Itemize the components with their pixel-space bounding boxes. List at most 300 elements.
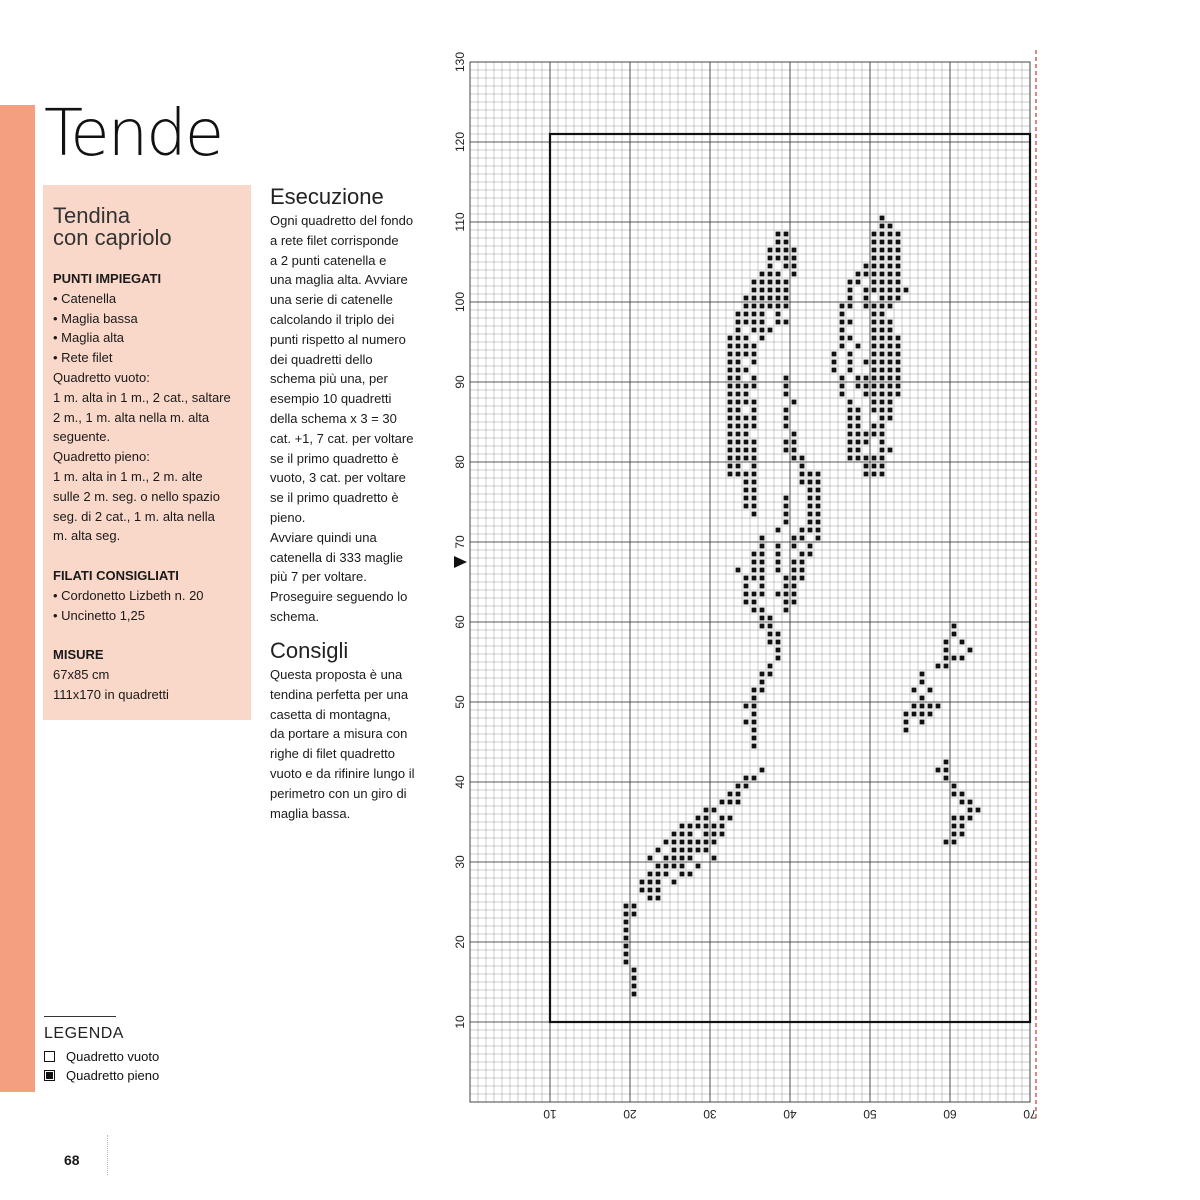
filled-cell <box>888 224 893 229</box>
vuoto-label: Quadretto vuoto: <box>53 369 150 385</box>
filled-cell <box>784 280 789 285</box>
filled-cell <box>888 368 893 373</box>
filled-cell <box>792 448 797 453</box>
filled-cell <box>896 248 901 253</box>
filled-cell <box>744 432 749 437</box>
filled-cell <box>888 304 893 309</box>
filled-cell <box>680 840 685 845</box>
filled-cell <box>864 272 869 277</box>
consigli-title: Consigli <box>270 638 349 663</box>
filled-cell <box>728 352 733 357</box>
filled-cell <box>672 848 677 853</box>
filled-cell <box>760 272 765 277</box>
filled-cell <box>880 256 885 261</box>
filled-cell <box>648 872 653 877</box>
filled-cell <box>728 800 733 805</box>
esecuzione-line: vuoto, 3 cat. per voltare <box>270 470 406 486</box>
project-title <box>53 205 172 249</box>
filled-cell <box>784 296 789 301</box>
filled-cell <box>712 808 717 813</box>
filled-cell <box>744 336 749 341</box>
filled-cell <box>736 392 741 397</box>
filled-cell <box>888 336 893 341</box>
filled-cell <box>752 488 757 493</box>
x-tick-label: 30 <box>703 1107 717 1121</box>
filled-cell <box>888 392 893 397</box>
filled-cell <box>784 304 789 309</box>
filled-cell <box>848 424 853 429</box>
pieno-line: seg. di 2 cat., 1 m. alta nella <box>53 508 215 524</box>
filled-cell <box>768 616 773 621</box>
filled-cell <box>760 560 765 565</box>
filled-cell <box>744 584 749 589</box>
filled-cell <box>848 432 853 437</box>
filled-cell <box>856 424 861 429</box>
filled-cell <box>744 296 749 301</box>
filled-cell <box>704 840 709 845</box>
filled-cell <box>888 416 893 421</box>
filled-cell <box>744 312 749 317</box>
filled-cell <box>784 320 789 325</box>
filled-cell <box>896 272 901 277</box>
filled-cell <box>664 856 669 861</box>
filled-cell <box>728 456 733 461</box>
filled-cell <box>880 312 885 317</box>
filled-cell <box>624 960 629 965</box>
filled-cell <box>752 304 757 309</box>
filled-cell <box>760 680 765 685</box>
filled-cell <box>704 832 709 837</box>
esecuzione-line: dei quadretti dello <box>270 351 373 367</box>
filled-cell <box>728 344 733 349</box>
empty-square-icon <box>44 1051 55 1062</box>
legend-divider <box>44 1016 116 1017</box>
consigli-text <box>270 665 435 823</box>
filled-cell <box>832 368 837 373</box>
filled-cell <box>952 784 957 789</box>
filled-cell <box>760 568 765 573</box>
filled-cell <box>688 856 693 861</box>
filled-cell <box>728 432 733 437</box>
filled-cell <box>856 432 861 437</box>
filled-cell <box>736 368 741 373</box>
filled-cell <box>768 296 773 301</box>
filled-cell <box>744 504 749 509</box>
filled-cell <box>776 592 781 597</box>
filled-cell <box>760 552 765 557</box>
filati-item: • Uncinetto 1,25 <box>53 607 145 623</box>
filled-cell <box>776 280 781 285</box>
filled-cell <box>776 232 781 237</box>
y-tick-label: 120 <box>453 131 467 153</box>
filled-cell <box>744 488 749 493</box>
filled-cell <box>880 384 885 389</box>
filled-cell <box>792 536 797 541</box>
filled-cell <box>888 352 893 357</box>
filled-cell <box>776 560 781 565</box>
filled-cell <box>952 832 957 837</box>
filled-cell <box>872 400 877 405</box>
filled-cell <box>752 280 757 285</box>
info-box-body <box>53 269 249 705</box>
filled-cell <box>816 488 821 493</box>
filled-cell <box>928 688 933 693</box>
filled-cell <box>800 552 805 557</box>
filled-cell <box>736 416 741 421</box>
filled-cell <box>952 632 957 637</box>
consigli-line: casetta di montagna, <box>270 706 391 722</box>
filled-cell <box>752 480 757 485</box>
filled-cell <box>776 648 781 653</box>
filled-cell <box>872 344 877 349</box>
filled-cell <box>848 360 853 365</box>
filled-cell <box>944 648 949 653</box>
filled-cell <box>768 256 773 261</box>
filled-cell <box>848 288 853 293</box>
filled-cell <box>792 456 797 461</box>
filled-cell <box>872 376 877 381</box>
filled-cell <box>888 328 893 333</box>
filled-cell <box>632 968 637 973</box>
filled-cell <box>696 824 701 829</box>
filled-cell <box>752 552 757 557</box>
filled-cell <box>880 448 885 453</box>
filled-cell <box>792 544 797 549</box>
filled-cell <box>752 408 757 413</box>
filled-cell <box>712 832 717 837</box>
filled-cell <box>736 424 741 429</box>
filled-cell <box>880 320 885 325</box>
filled-cell <box>752 472 757 477</box>
filled-cell <box>776 248 781 253</box>
filled-cell <box>672 880 677 885</box>
esecuzione-line: più 7 per voltare. <box>270 569 367 585</box>
esecuzione-line: schema. <box>270 608 320 624</box>
filled-cell <box>880 360 885 365</box>
filled-cell <box>752 352 757 357</box>
filled-cell <box>760 328 765 333</box>
filled-cell <box>728 392 733 397</box>
filled-cell <box>736 320 741 325</box>
consigli-line: perimetro con un giro di <box>270 785 407 801</box>
filet-chart <box>440 50 1050 1140</box>
filled-cell <box>784 496 789 501</box>
legend-title: LEGENDA <box>44 1025 124 1042</box>
filled-cell <box>768 624 773 629</box>
filled-cell <box>952 656 957 661</box>
filled-cell <box>744 600 749 605</box>
filled-cell <box>808 496 813 501</box>
filled-cell <box>880 440 885 445</box>
filled-cell <box>656 896 661 901</box>
filled-cell <box>904 728 909 733</box>
filled-cell <box>752 496 757 501</box>
filled-cell <box>776 568 781 573</box>
esecuzione-line: se il primo quadretto è <box>270 450 399 466</box>
filled-cell <box>728 376 733 381</box>
pieno-line: 1 m. alta in 1 m., 2 m. alte <box>53 468 203 484</box>
filled-cell <box>760 672 765 677</box>
filled-cell <box>896 384 901 389</box>
filled-cell <box>808 512 813 517</box>
filled-cell <box>664 864 669 869</box>
filled-cell <box>848 440 853 445</box>
filled-cell <box>912 688 917 693</box>
filled-cell <box>864 360 869 365</box>
filled-cell <box>672 840 677 845</box>
filled-cell <box>624 912 629 917</box>
filled-cell <box>816 536 821 541</box>
filled-cell <box>624 928 629 933</box>
filled-cell <box>744 304 749 309</box>
filled-cell <box>856 344 861 349</box>
filled-cell <box>880 392 885 397</box>
esecuzione-section <box>270 183 435 627</box>
esecuzione-line: calcolando il triplo dei <box>270 311 395 327</box>
x-tick-label: 40 <box>783 1107 797 1121</box>
filled-cell <box>816 472 821 477</box>
filled-cell <box>808 552 813 557</box>
filled-cell <box>880 400 885 405</box>
filled-cell <box>760 288 765 293</box>
page-number: 68 <box>64 1152 80 1168</box>
filled-cell <box>728 360 733 365</box>
filled-cell <box>880 240 885 245</box>
filled-cell <box>808 480 813 485</box>
filled-cell <box>744 592 749 597</box>
filled-cell <box>864 464 869 469</box>
filled-cell <box>952 824 957 829</box>
filled-cell <box>736 360 741 365</box>
esecuzione-line: catenella di 333 maglie <box>270 549 403 565</box>
filled-cell <box>760 536 765 541</box>
filled-cell <box>744 320 749 325</box>
filled-cell <box>728 424 733 429</box>
filled-cell <box>768 280 773 285</box>
filled-cell <box>792 248 797 253</box>
filled-cell <box>976 808 981 813</box>
filled-cell <box>736 312 741 317</box>
filled-cell <box>624 936 629 941</box>
legend-empty-row <box>44 1049 159 1064</box>
filled-cell <box>840 328 845 333</box>
filled-cell <box>936 768 941 773</box>
filled-cell <box>648 896 653 901</box>
filled-cell <box>752 288 757 293</box>
consigli-section <box>270 637 435 823</box>
filled-cell <box>744 448 749 453</box>
filled-cell <box>840 336 845 341</box>
filled-cell <box>816 496 821 501</box>
punti-item: • Catenella <box>53 290 117 306</box>
filled-cell <box>776 304 781 309</box>
filled-cell <box>656 864 661 869</box>
filled-cell <box>816 504 821 509</box>
filled-cell <box>744 368 749 373</box>
y-tick-label: 130 <box>453 51 467 73</box>
filled-cell <box>760 296 765 301</box>
filled-cell <box>784 256 789 261</box>
filled-cell <box>752 504 757 509</box>
filled-cell <box>800 464 805 469</box>
esecuzione-line: a 2 punti catenella e <box>270 252 387 268</box>
filled-cell <box>760 320 765 325</box>
filled-cell <box>680 856 685 861</box>
filled-cell <box>872 352 877 357</box>
filled-cell <box>920 696 925 701</box>
x-tick-label: 60 <box>943 1107 957 1121</box>
esecuzione-line: se il primo quadretto è <box>270 490 399 506</box>
filled-cell <box>760 768 765 773</box>
filled-cell <box>808 544 813 549</box>
filled-cell <box>792 256 797 261</box>
esecuzione-line: Avviare quindi una <box>270 529 377 545</box>
filled-cell <box>752 400 757 405</box>
filled-cell <box>624 904 629 909</box>
consigli-line: Questa proposta è una <box>270 667 403 682</box>
filled-cell <box>960 832 965 837</box>
filled-cell <box>864 304 869 309</box>
filled-cell <box>968 808 973 813</box>
filled-cell <box>896 256 901 261</box>
y-tick-label: 80 <box>453 455 467 469</box>
filled-cell <box>784 416 789 421</box>
filled-cell <box>656 848 661 853</box>
filled-cell <box>768 632 773 637</box>
filled-cell <box>800 536 805 541</box>
filled-cell <box>792 400 797 405</box>
filled-cell <box>672 856 677 861</box>
esecuzione-line: una serie di catenelle <box>270 292 393 308</box>
filled-cell <box>752 776 757 781</box>
filled-cell <box>768 264 773 269</box>
filled-cell <box>720 816 725 821</box>
filled-cell <box>928 712 933 717</box>
filled-cell <box>864 472 869 477</box>
filled-cell <box>872 360 877 365</box>
esecuzione-line: Ogni quadretto del fondo <box>270 213 414 228</box>
filled-cell <box>896 296 901 301</box>
pieno-line: m. alta seg. <box>53 528 121 544</box>
filled-cell <box>624 952 629 957</box>
side-accent-bar <box>0 105 35 1092</box>
filled-cell <box>728 400 733 405</box>
filled-cell <box>744 344 749 349</box>
filled-cell <box>872 248 877 253</box>
filled-cell <box>784 240 789 245</box>
filled-cell <box>872 312 877 317</box>
filled-cell <box>784 392 789 397</box>
filled-cell <box>728 384 733 389</box>
filled-cell <box>768 328 773 333</box>
filled-cell <box>752 312 757 317</box>
filled-cell <box>744 472 749 477</box>
filled-cell <box>880 456 885 461</box>
filled-cell <box>792 264 797 269</box>
filled-cell <box>776 256 781 261</box>
punti-item: • Maglia bassa <box>53 310 138 326</box>
filled-cell <box>952 624 957 629</box>
filled-cell <box>720 832 725 837</box>
filled-cell <box>848 336 853 341</box>
filled-cell <box>752 608 757 613</box>
filled-cell <box>784 408 789 413</box>
legend-empty-label: Quadretto vuoto <box>66 1049 160 1064</box>
filled-cell <box>784 440 789 445</box>
filled-cell <box>736 328 741 333</box>
filled-cell <box>912 712 917 717</box>
consigli-line: tendina perfetta per una <box>270 686 409 702</box>
filled-cell <box>944 768 949 773</box>
filled-cell <box>872 432 877 437</box>
pieno-label: Quadretto pieno: <box>53 449 150 465</box>
filled-cell <box>744 480 749 485</box>
filled-cell <box>736 440 741 445</box>
filled-cell <box>880 232 885 237</box>
filled-cell <box>712 840 717 845</box>
filled-cell <box>960 824 965 829</box>
filled-cell <box>792 576 797 581</box>
filled-cell <box>672 832 677 837</box>
filled-cell <box>768 640 773 645</box>
filled-cell <box>752 728 757 733</box>
filled-cell <box>728 408 733 413</box>
y-tick-label: 100 <box>453 291 467 313</box>
filled-cell <box>920 672 925 677</box>
filled-cell <box>656 888 661 893</box>
filled-cell <box>880 424 885 429</box>
filled-cell <box>920 712 925 717</box>
filled-cell <box>648 880 653 885</box>
filled-cell <box>768 248 773 253</box>
filled-cell <box>952 816 957 821</box>
filled-cell <box>784 376 789 381</box>
filled-cell <box>896 288 901 293</box>
filled-cell <box>632 904 637 909</box>
y-tick-label: 90 <box>453 375 467 389</box>
filled-cell <box>840 304 845 309</box>
filled-cell <box>856 384 861 389</box>
filled-cell <box>784 584 789 589</box>
filled-cell <box>880 376 885 381</box>
filled-cell <box>696 816 701 821</box>
filled-cell <box>864 376 869 381</box>
filled-cell <box>680 864 685 869</box>
filled-cell <box>904 288 909 293</box>
filled-cell <box>632 976 637 981</box>
filled-cell <box>960 800 965 805</box>
filati-heading: FILATI CONSIGLIATI <box>53 567 179 583</box>
filled-cell <box>744 456 749 461</box>
filled-cell <box>752 344 757 349</box>
filled-cell <box>728 464 733 469</box>
filled-cell <box>688 840 693 845</box>
filled-cell <box>784 424 789 429</box>
legend-full-label: Quadretto pieno <box>66 1068 160 1083</box>
esecuzione-line: schema più una, per <box>270 371 388 387</box>
filled-cell <box>752 744 757 749</box>
filled-cell <box>920 704 925 709</box>
filled-cell <box>752 360 757 365</box>
filled-cell <box>736 792 741 797</box>
filled-cell <box>768 272 773 277</box>
filled-cell <box>680 848 685 853</box>
filled-cell <box>880 264 885 269</box>
filled-cell <box>944 840 949 845</box>
y-tick-label: 70 <box>453 535 467 549</box>
filled-cell <box>904 720 909 725</box>
filled-cell <box>864 288 869 293</box>
